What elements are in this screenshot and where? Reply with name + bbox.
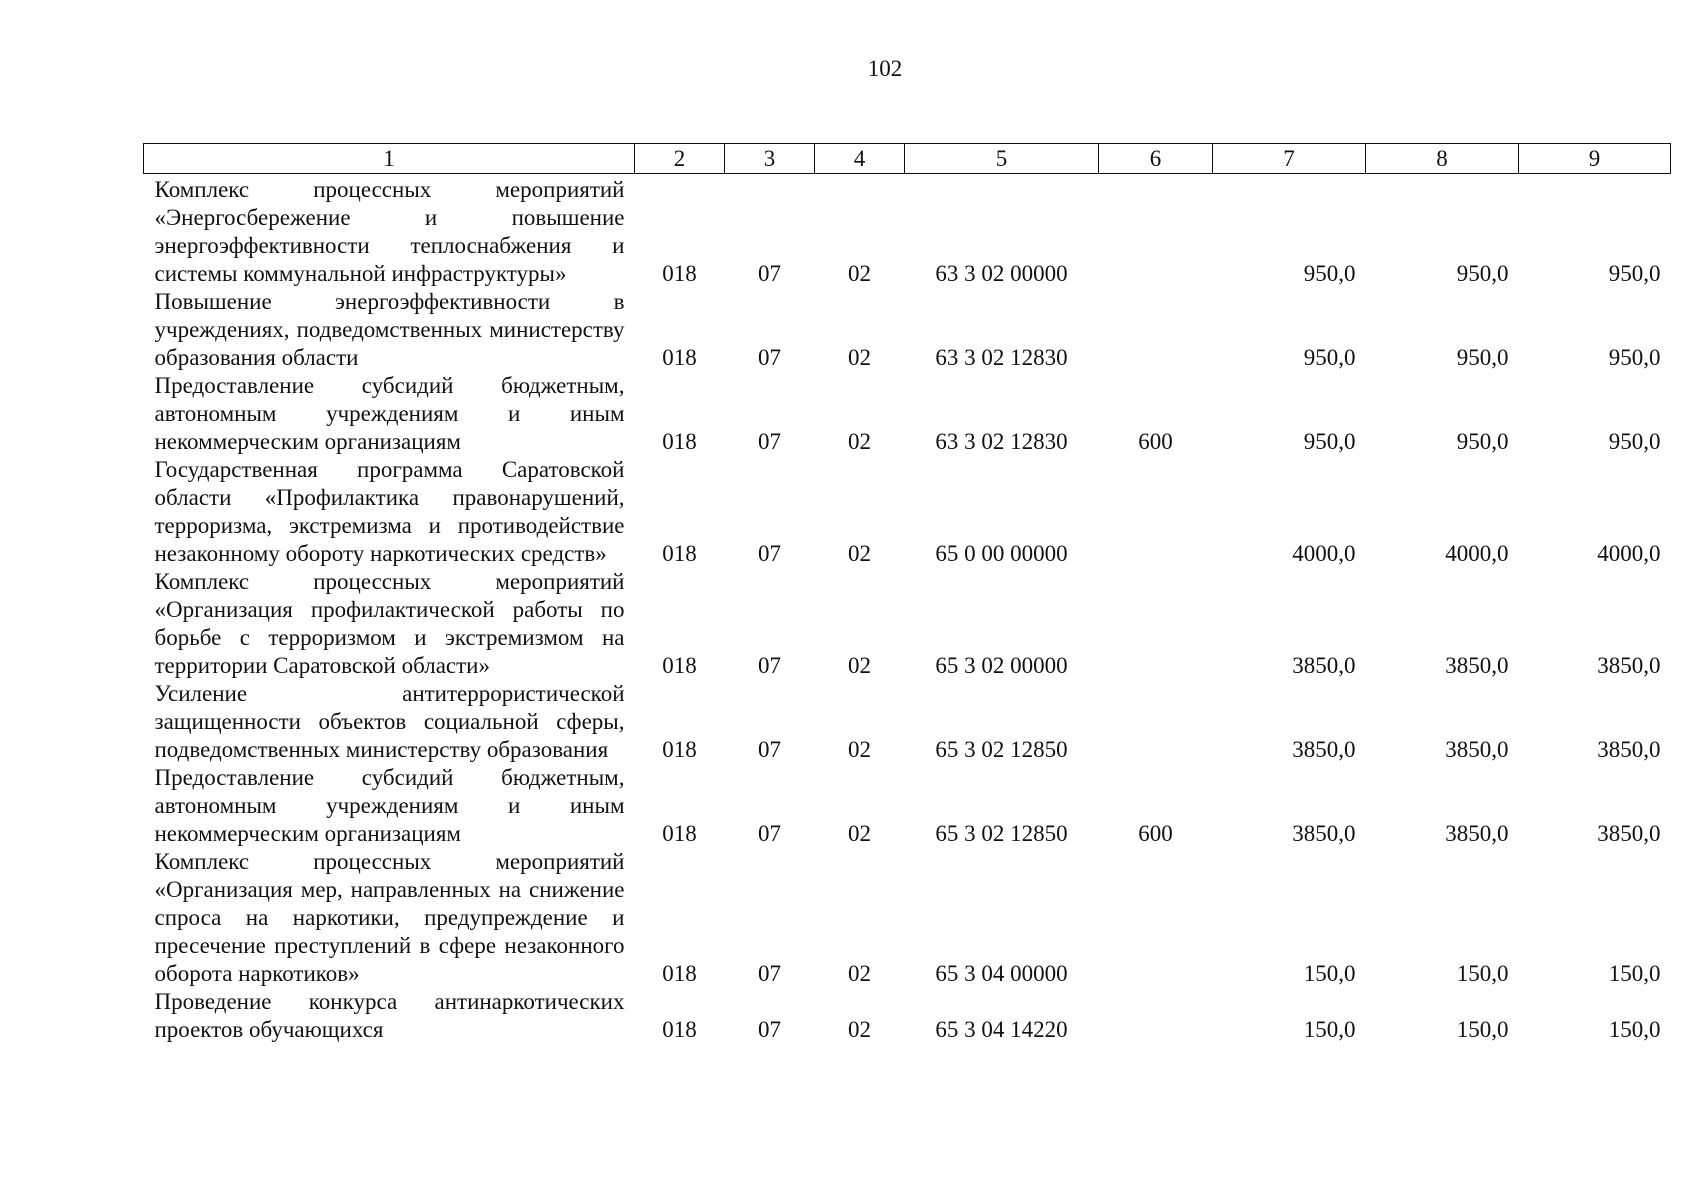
sum-year-3: 3850,0 [1597,737,1661,762]
subsection-code: 02 [848,345,871,370]
sum-year-3: 950,0 [1608,261,1661,286]
sum-year-3: 4000,0 [1597,541,1661,566]
sum-year-1: 150,0 [1303,1017,1356,1042]
target-article: 63 3 02 12830 [935,345,1068,370]
sum-year-3: 3850,0 [1597,653,1661,678]
table-row [144,988,1671,1044]
page-number: 102 [867,56,903,81]
sum-year-2: 950,0 [1456,345,1509,370]
column-header: 7 [1213,144,1366,174]
expense-type: 600 [1138,821,1173,846]
ministry-code: 018 [662,345,697,370]
sum-year-1: 3850,0 [1292,653,1356,678]
section-code: 07 [758,429,781,454]
column-header: 3 [725,144,815,174]
section-code: 07 [758,345,781,370]
section-code: 07 [758,821,781,846]
sum-year-3: 950,0 [1608,429,1661,454]
column-header: 9 [1519,144,1671,174]
subsection-code: 02 [848,961,871,986]
sum-year-3: 3850,0 [1597,821,1661,846]
table-body [144,174,1671,1045]
sum-year-1: 3850,0 [1292,737,1356,762]
ministry-code: 018 [662,961,697,986]
row-name: Комплекс процессных мероприятий «Энергосбережение и повышение энергоэффективности теплоснабжения и системы коммунальной инфраструктуры» [154,177,625,286]
row-name: Проведение конкурса антинаркотических проектов обучающихся [154,989,625,1042]
sum-year-2: 950,0 [1456,429,1509,454]
sum-year-1: 950,0 [1303,345,1356,370]
row-name: Предоставление субсидий бюджетным, автономным учреждениям и иным некоммерческим организациям [154,765,625,846]
section-code: 07 [758,261,781,286]
subsection-code: 02 [848,261,871,286]
column-header: 2 [635,144,725,174]
table-header [144,144,1671,174]
sum-year-2: 3850,0 [1445,821,1509,846]
expense-type [1099,680,1213,764]
ministry-code: 018 [662,1017,697,1042]
section-code: 07 [758,541,781,566]
section-code: 07 [758,737,781,762]
target-article: 65 3 04 14220 [935,1017,1068,1042]
subsection-code: 02 [848,429,871,454]
expense-type [1099,988,1213,1044]
table-row [144,174,1671,289]
column-header: 8 [1366,144,1519,174]
sum-year-3: 150,0 [1608,1017,1661,1042]
table-row [144,568,1671,680]
row-name: Предоставление субсидий бюджетным, автономным учреждениям и иным некоммерческим организациям [154,373,625,454]
row-name: Комплекс процессных мероприятий «Организация профилактической работы по борьбе с терроризмом и экстремизмом на территории Саратовской области» [154,569,625,678]
sum-year-1: 950,0 [1303,261,1356,286]
table-row [144,456,1671,568]
expense-type: 600 [1138,429,1173,454]
ministry-code: 018 [662,653,697,678]
row-name: Комплекс процессных мероприятий «Организация мер, направленных на снижение спроса на наркотики, предупреждение и пресечение преступлений в сфере незаконного оборота наркотиков» [154,849,625,986]
subsection-code: 02 [848,737,871,762]
section-code: 07 [758,1017,781,1042]
subsection-code: 02 [848,653,871,678]
table-row [144,680,1671,764]
sum-year-1: 3850,0 [1292,821,1356,846]
column-header: 4 [815,144,905,174]
ministry-code: 018 [662,429,697,454]
expense-type [1099,848,1213,988]
subsection-code: 02 [848,541,871,566]
sum-year-3: 150,0 [1608,961,1661,986]
sum-year-2: 3850,0 [1445,653,1509,678]
row-name: Усиление антитеррористической защищенности объектов социальной сферы, подведомственных министерству образования [154,681,625,762]
sum-year-1: 150,0 [1303,961,1356,986]
sum-year-2: 150,0 [1456,1017,1509,1042]
section-code: 07 [758,653,781,678]
ministry-code: 018 [662,261,697,286]
subsection-code: 02 [848,1017,871,1042]
table-row [144,288,1671,372]
ministry-code: 018 [662,541,697,566]
column-header: 6 [1099,144,1213,174]
target-article: 65 0 00 00000 [935,541,1068,566]
column-header: 1 [144,144,635,174]
sum-year-1: 4000,0 [1292,541,1356,566]
ministry-code: 018 [662,737,697,762]
section-code: 07 [758,961,781,986]
sum-year-1: 950,0 [1303,429,1356,454]
target-article: 65 3 02 12850 [935,821,1068,846]
row-name: Повышение энергоэффективности в учреждениях, подведомственных министерству образования области [154,289,625,370]
subsection-code: 02 [848,821,871,846]
target-article: 65 3 04 00000 [935,961,1068,986]
sum-year-2: 950,0 [1456,261,1509,286]
expense-type [1099,568,1213,680]
ministry-code: 018 [662,821,697,846]
sum-year-3: 950,0 [1608,345,1661,370]
target-article: 63 3 02 00000 [935,261,1068,286]
target-article: 65 3 02 00000 [935,653,1068,678]
table-row [144,848,1671,988]
column-number-row [144,144,1671,174]
column-header: 5 [905,144,1099,174]
budget-table [143,143,1671,1044]
sum-year-2: 150,0 [1456,961,1509,986]
target-article: 63 3 02 12830 [935,429,1068,454]
sum-year-2: 3850,0 [1445,737,1509,762]
expense-type [1099,288,1213,372]
expense-type [1099,456,1213,568]
table-row [144,372,1671,456]
table-row [144,764,1671,848]
target-article: 65 3 02 12850 [935,737,1068,762]
expense-type [1099,174,1213,289]
row-name: Государственная программа Саратовской области «Профилактика правонарушений, терроризма, экстремизма и противодействие незаконному обороту наркотических средств» [154,457,625,566]
sum-year-2: 4000,0 [1445,541,1509,566]
